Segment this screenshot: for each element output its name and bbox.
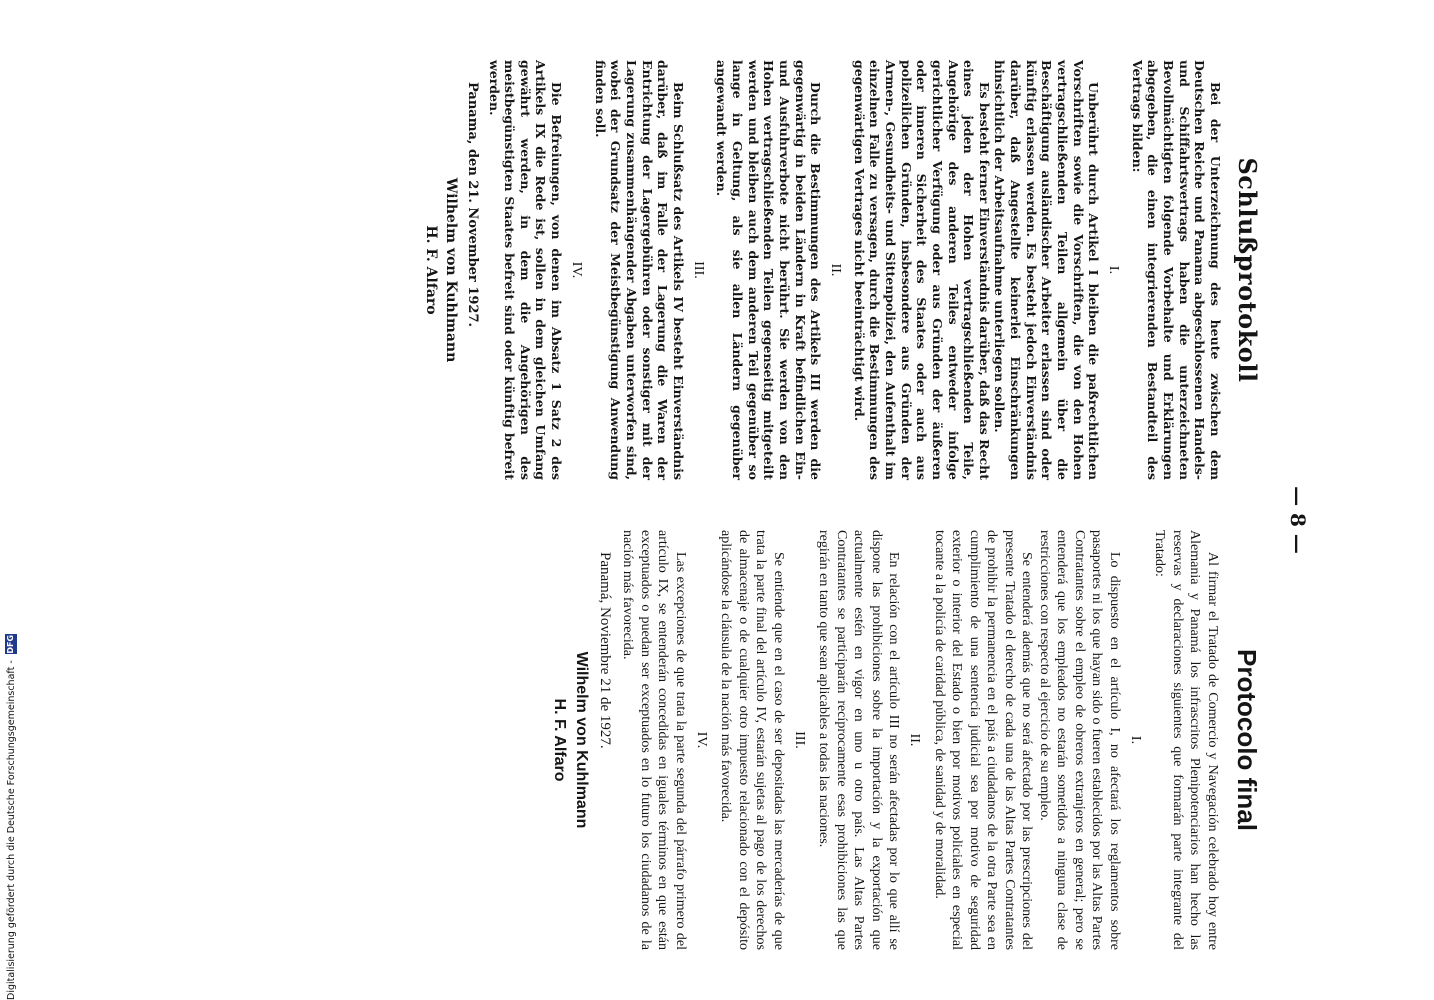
page-number: — 8 —: [1286, 486, 1310, 554]
spanish-paragraph: En relación con el artículo III no serán afectadas por lo que allí se dispone las prohibiciones sobre la importación y la exportación que actualmente estén en vigor en uno u otro país. Las Altas Partes Contratantes se participarán recíprocamente esas prohibiciones las que regirán en tanto que sean aplicables a todas las naciones.: [816, 530, 902, 950]
spanish-intro: Al firmar el Tratado de Comercio y Navegación celebrado hoy entre Alemania y Panamá los infrascritos Plenipotenciarios han hecho las reservas y declaraciones siguientes que formarán parte integrante del Tratado:: [1152, 530, 1220, 950]
german-title: Schlußprotokoll: [1233, 157, 1262, 383]
spanish-paragraph: Se entenderá además que no será afectado por las prescripciones del presente Tratado el derecho de cada una de las Altas Partes Contratantes de prohibir la permanencia en el país a ciudadanos de la otra Parte sea en cumplimiento de una sentencia judicial sea por motivo de seguridad exterior o interior del Estado o bien por motivos policiales en especial tocante a la policía de caridad pública, de sanidad y de moralidad.: [932, 530, 1035, 950]
spanish-section-numeral: III.: [792, 731, 807, 749]
credit-text: Digitalisierung gefördert durch die Deutsche Forschungsgemeinschaft -: [5, 660, 17, 1000]
spanish-signature: Wilhelm von Kuhlmann: [573, 651, 590, 829]
german-paragraph: Beim Schlußsatz des Artikels IV besteht Einverständnis darüber, daß im Falle der Lagerung die Waren der Entrichtung der Lagergebühren oder sonstiger mit der Lagerung zusammenhängender Abgaben unterworfen sind, wobei der Grundsatz der Meistbegünstigung Anwendung finden soll.: [592, 60, 686, 480]
german-section-numeral: I.: [1106, 265, 1122, 275]
german-paragraph: Die Befreiungen, von denen im Absatz 1 Satz 2 des Artikels IX die Rede ist, sollen in dem gleichen Umfang gewährt werden, in dem die Angehörigen des meistbegünstigten Staates befreit sind oder künftig befreit werden.: [486, 60, 565, 480]
spanish-title: Protocolo final: [1232, 649, 1262, 831]
dfg-logo: DFG: [6, 634, 15, 654]
spanish-paragraph: Se entiende que en el caso de ser depositadas las mercaderías de que trata la parte final del artículo IV, estarán sujetas al pago de los derechos de almacenaje o de cualquier otro impuesto relacionado con el depósito aplicándose la cláusula de la nación más favorecida.: [718, 530, 786, 950]
german-section-numeral: II.: [828, 263, 844, 277]
spanish-signature: H. F. Alfaro: [551, 698, 568, 782]
spanish-dateline: Panamá, Noviembre 21 de 1927.: [597, 552, 613, 749]
german-section-numeral: IV.: [569, 261, 585, 279]
german-dateline: Panama, den 21. November 1927.: [465, 82, 480, 328]
scanned-page: [380, 60, 1310, 980]
spanish-section-numeral: IV.: [694, 731, 709, 749]
german-paragraph: Es besteht ferner Einverständnis darüber, daß das Recht eines jeden der Hohen vertragschließenden Teile, Angehörige des anderen Teiles entweder infolge gerichtlicher Verfügung oder aus Gründen der äußeren oder inneren Sicherheit des Staates oder auch aus polizeilichen Gründen, insbesondere aus Gründen der Armen-, Gesundheits- und Sittenpolizei, den Aufenthalt im einzelnen Falle zu versagen, durch die Bestimmungen des gegenwärtigen Vertrages nicht beeinträchtigt wird.: [851, 60, 992, 480]
german-paragraph: Durch die Bestimmungen des Artikels III werden die gegenwärtig in beiden Ländern in Kraft befindlichen Ein- und Ausfuhrverbote nicht berührt. Sie werden von den Hohen vertragschließenden Teilen gegenseitig mitgeteilt werden und bleiben auch dem anderen Teil gegenüber so lange in Geltung, als sie allen Ländern gegenüber angewandt werden.: [714, 60, 824, 480]
digitization-credit: [4, 0, 18, 1000]
page-content: [380, 60, 1310, 980]
german-section-numeral: III.: [690, 261, 706, 279]
spanish-paragraph: Lo dispuesto en el artículo I, no afectará los reglamentos sobre pasaportes ni los que hayan sido o fueren establecidos por las Altas Partes Contratantes sobre el empleo de obreros extranjeros en general; pero se entenderá que los empleados no estarán sometidos a ninguna clase de restricciones con respecto al ejercicio de su empleo.: [1037, 530, 1122, 950]
spanish-paragraph: Las excepciones de que trata la parte segunda del párrafo primero del artículo IX, se entenderán concedidas en iguales términos en que están exceptuados o puedan ser exceptuados en lo futuro los ciudadanos de la nación más favorecida.: [620, 530, 688, 950]
spanish-column: [550, 530, 1268, 950]
german-signature: Wilhelm von Kuhlmann: [443, 177, 459, 363]
spanish-section-numeral: I.: [1128, 735, 1143, 745]
german-intro: Bei der Unterzeichnung des heute zwischen dem Deutschen Reiche und Panama abgeschlossenen Handels- und Schiffahrtsvertrags haben die unterzeichneten Bevollmächtigten folgende Vorbehalte und Erklärungen abgegeben, die einen integrierenden Bestandteil des Vertrags bilden:: [1129, 60, 1223, 480]
german-column: [423, 60, 1268, 480]
german-paragraph: Unberührt durch Artikel I bleiben die paßrechtlichen Vorschriften sowie die Vorschriften, die von den Hohen vertragschließenden Teilen allgemein über die Beschäftigung ausländischer Arbeiter erlassen sind oder künftig erlassen werden. Es besteht jedoch Einverständnis darüber, daß Angestellte keinerlei Einschränkungen hinsichtlich der Arbeitsaufnahme unterliegen sollen.: [992, 60, 1102, 480]
german-signature: H. F. Alfaro: [423, 225, 439, 315]
spanish-section-numeral: II.: [907, 733, 923, 747]
